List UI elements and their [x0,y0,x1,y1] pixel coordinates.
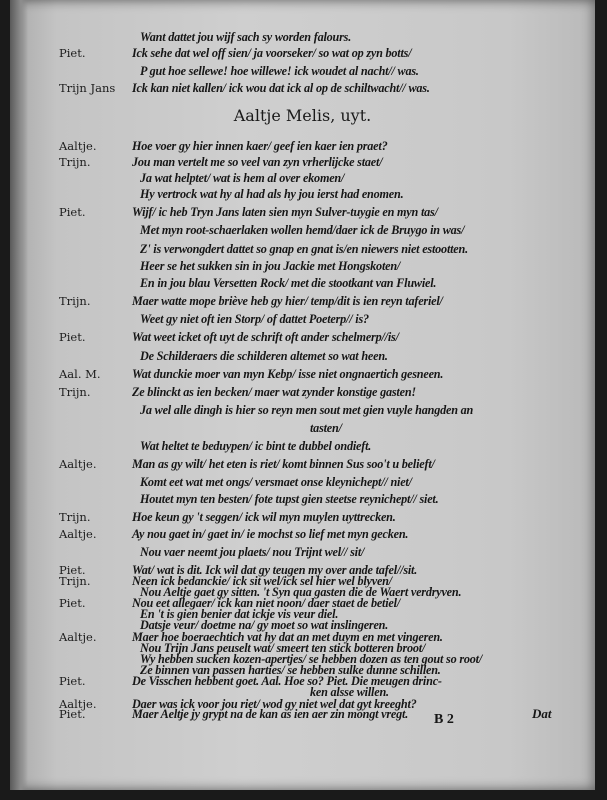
verse-text: En in jou blau Versetten Rock/ met die stootkant van Fluwiel. [140,276,437,290]
verse-line [10,221,595,239]
speaker-label: Trijn. [59,385,91,399]
verse-text: Ja wat helptet/ wat is hem al over ekomen/ [140,171,345,185]
verse-text: Hoe keun gy 't seggen/ ick wil myn muylen uyttrecken. [132,510,396,524]
verse-text: Maer Aeltje jy grypt na de kan as ien aer zin mongt vregt. [132,707,409,722]
verse-line [10,185,595,203]
verse-line [10,365,595,383]
verse-text: Wat dunckie moer van myn Kebp/ isse niet ongnaertich gesneen. [132,367,444,381]
verse-text: Neen ick bedanckie/ ick sit wel/ick sel hier wel blyven/ [132,573,392,588]
speaker-label: Piet. [59,205,86,219]
verse-text: Man as gy wilt/ het eten is riet/ komt binnen Sus soo't u belieft/ [132,457,435,471]
speaker-label: Piet. [59,707,86,722]
verse-text: ken alsse willen. [310,685,389,700]
verse-line [10,203,595,221]
verse-text: Ick kan niet kallen/ ick wou dat ick al op de schiltwacht// was. [132,81,430,95]
verse-line [10,44,595,62]
verse-text: En 't is gien benier dat ickje vis veur diel. [140,607,339,622]
speaker-label: Piet. [59,596,86,611]
speaker-label: Piet. [59,562,86,577]
speaker-label: Aaltje. [59,457,97,471]
speaker-label: Aaltje. [59,139,97,153]
speaker-label: Aaltje. [59,629,97,644]
verse-line [10,508,595,526]
speaker-label: Aal. M. [59,367,101,381]
verse-text: Komt eet wat met ongs/ versmaet onse kleynichept// niet/ [140,475,412,489]
verse-text: Weet gy niet oft ien Storp/ of dattet Poeterp// is? [140,312,369,326]
verse-line [10,490,595,508]
book-page [10,0,595,790]
verse-line [10,401,595,419]
verse-text: Nou Trijn Jans peuselt wat/ smeert ten stick botteren broot/ [140,640,426,655]
verse-text: De Visschen hebbent goet. Aal. Hoe so? Piet. Die meugen drinc- [132,674,442,689]
speaker-label: Piet. [59,46,86,60]
verse-text: Want dattet jou wijf sach sy worden falours. [140,30,352,44]
verse-line [10,257,595,275]
speaker-label: Trijn. [59,294,91,308]
verse-text: Datsje veur/ doetme na/ gy moet so wat inslingeren. [140,618,389,633]
verse-text: Nou eet allegaer/ ick kan niet noon/ daer staet de betiel/ [132,596,401,611]
verse-line [10,62,595,80]
verse-line [10,79,595,97]
verse-text: Daer was ick voor jou riet/ wod gy niet wel dat gyt kreeght? [132,696,417,711]
signature-mark: B 2 [434,712,454,727]
speaker-label: Trijn. [59,510,91,524]
verse-line [10,705,595,723]
verse-text: De Schilderaers die schilderen altemet so wat heen. [140,349,388,363]
verse-text: Ja wel alle dingh is hier so reyn men sout met gien vuyle hangden an [140,403,474,417]
verse-line [10,543,595,561]
verse-line [10,310,595,328]
speaker-label: Piet. [59,674,86,689]
speaker-label: Trijn. [59,155,91,169]
verse-line [10,473,595,491]
speaker-label: Trijn Jans [59,81,116,95]
verse-line [10,455,595,473]
verse-text: Houtet myn ten besten/ fote tupst gien steetse reynichept// siet. [140,492,439,506]
verse-text: Nou vaer neemt jou plaets/ nou Trijnt wel// sit/ [140,545,365,559]
speaker-label: Aaltje. [59,527,97,541]
verse-text: Wijf/ ic heb Tryn Jans laten sien myn Sulver-tuygie en myn tas/ [132,205,438,219]
verse-text: Hy vertrock wat hy al had als hy jou ierst had enomen. [140,187,404,201]
scene-heading: Aaltje Melis, uyt. [233,106,372,125]
verse-text: Maer hoe boeraechtich vat hy dat an met duym en met vingeren. [132,629,443,644]
verse-text: Wat/ wat is dit. Ick wil dat gy teugen my over ande tafel//sit. [132,562,418,577]
verse-line [10,419,595,437]
verse-line [10,525,595,543]
verse-line [10,292,595,310]
verse-text: Heer se het sukken sin in jou Jackie met Hongskoten/ [140,259,401,273]
verse-text: Wat heltet te beduypen/ ic bint te dubbel ondieft. [140,439,372,453]
verse-line [10,274,595,292]
verse-text: Ick sehe dat wel off sien/ ja voorseker/ so wat op zyn botts/ [132,46,412,60]
verse-text: Ay nou gaet in/ gaet in/ ie mochst so lief met myn gecken. [132,527,409,541]
verse-text: Jou man vertelt me so veel van zyn vrherlijcke staet/ [132,155,383,169]
verse-text: Z' is verwongdert dattet so gnap en gnat is/en niewers niet estootten. [140,242,468,256]
verse-text: Wat weet icket oft uyt de schrift oft ander schelmerp//is/ [132,330,399,344]
verse-text: tasten/ [310,421,342,435]
verse-text: Met myn root-schaerlaken wollen hemd/daer ick de Bruygo in was/ [140,223,465,237]
verse-text: Nou Aeltje gaet gy sitten. 't Syn qua gasten die de Waert verdryven. [140,584,462,599]
verse-text: Maer watte mope briève heb gy hier/ temp/dit is ien reyn taferiel/ [132,294,443,308]
verse-text: P gut hoe sellewe! hoe willewe! ick woudet al nacht// was. [140,64,419,78]
verse-line [10,383,595,401]
speaker-label: Aaltje. [59,696,97,711]
verse-text: Ze blinckt as ien becken/ maer wat zynder konstige gasten! [132,385,416,399]
verse-text: Hoe voer gy hier innen kaer/ geef ien kaer ien praet? [132,139,388,153]
verse-line [10,328,595,346]
catchword: Dat [532,706,552,721]
verse-line [10,437,595,455]
speaker-label: Trijn. [59,573,91,588]
verse-text: Wy hebben sucken kozen-apertjes/ se hebben dozen as ten gout so root/ [140,651,483,666]
verse-text: Ze binnen van passen harties/ se hebben sulke dunne schillen. [140,663,441,678]
speaker-label: Piet. [59,330,86,344]
verse-line [10,347,595,365]
verse-line [10,240,595,258]
